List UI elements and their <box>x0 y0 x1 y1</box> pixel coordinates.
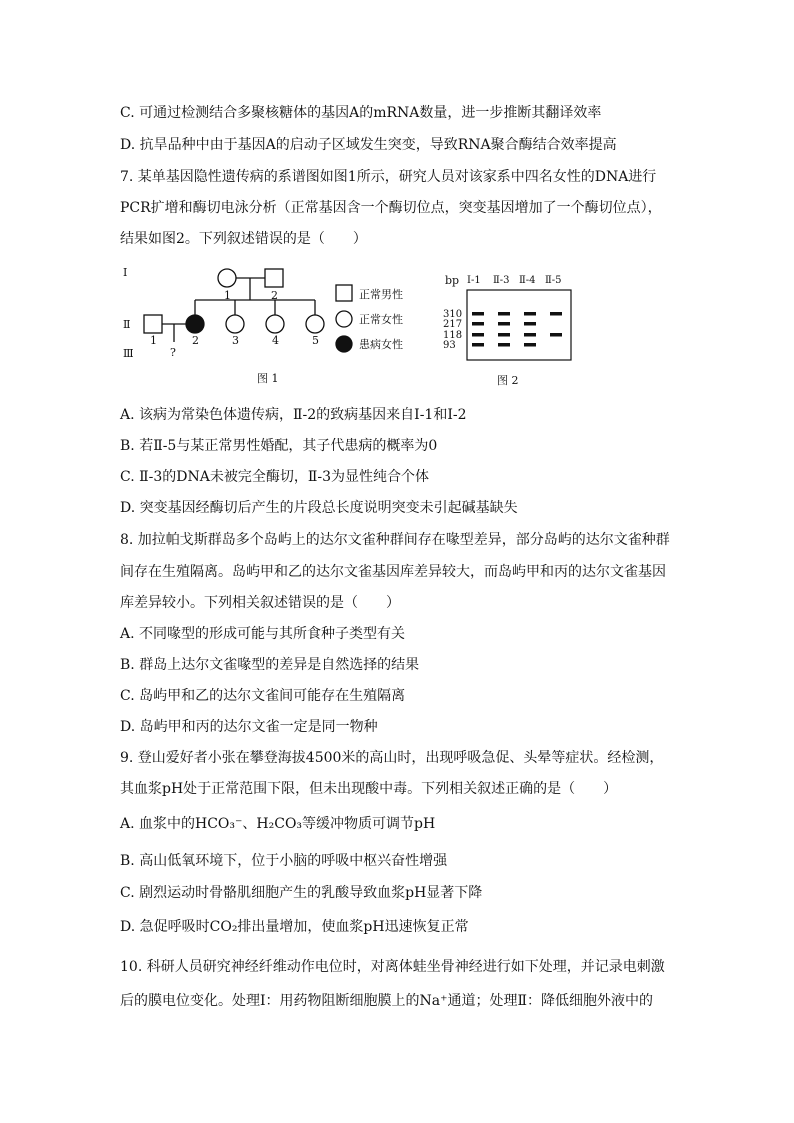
gen2-female-4 <box>266 315 284 333</box>
question-7-line2: PCR扩增和酶切电泳分析（正常基因含一个酶切位点，突变基因增加了一个酶切位点）， <box>120 200 662 216</box>
gen2-female-5 <box>306 315 324 333</box>
pedigree-figure <box>115 262 435 392</box>
q9-option-a: A. 血浆中的HCO₃⁻、H₂CO₃等缓冲物质可调节pH <box>120 816 436 832</box>
lane-label-I1: Ⅰ-1 <box>467 275 481 286</box>
legend-normal-female-icon <box>336 311 352 327</box>
band <box>524 343 536 347</box>
q7-option-d: D. 突变基因经酶切后产生的片段总长度说明突变未引起碱基缺失 <box>120 500 518 516</box>
gen-label-3: Ⅲ <box>123 347 134 360</box>
gel-bp-label: bp <box>445 274 460 287</box>
band <box>498 343 510 347</box>
size-118: 118 <box>443 330 463 341</box>
band <box>472 343 484 347</box>
num-II3: 3 <box>232 334 239 347</box>
gen3-unknown: ? <box>170 346 176 359</box>
q8-option-c: C. 岛屿甲和乙的达尔文雀间可能存在生殖隔离 <box>120 688 406 704</box>
num-II2: 2 <box>192 334 199 347</box>
gen-label-2: Ⅱ <box>123 318 131 331</box>
lane-label-II4: Ⅱ-4 <box>519 275 536 286</box>
band <box>472 333 484 337</box>
question-7-line3: 结果如图2。下列叙述错误的是（ ） <box>120 231 367 247</box>
lane-label-II5: Ⅱ-5 <box>545 275 562 286</box>
legend-normal-female-label: 正常女性 <box>359 313 403 326</box>
q9-option-c: C. 剧烈运动时骨骼肌细胞产生的乳酸导致血浆pH显著下降 <box>120 885 483 901</box>
band <box>524 322 536 326</box>
question-7-line1: 7. 某单基因隐性遗传病的系谱图如图1所示，研究人员对该家系中四名女性的DNA进行 <box>120 169 657 185</box>
q9-option-d: D. 急促呼吸时CO₂排出量增加，使血浆pH迅速恢复正常 <box>120 919 469 935</box>
q9-line1: 9. 登山爱好者小张在攀登海拔4500米的高山时，出现呼吸急促、头晕等症状。经检测， <box>120 750 664 766</box>
band <box>524 333 536 337</box>
band <box>498 322 510 326</box>
gel-figure <box>440 270 580 392</box>
band <box>550 333 562 337</box>
figure-1-caption: 图 1 <box>257 372 279 385</box>
num-I2: 2 <box>271 289 278 302</box>
legend-normal-male-icon <box>336 285 352 301</box>
band <box>472 322 484 326</box>
legend-normal-male-label: 正常男性 <box>359 288 403 301</box>
q7-option-c: C. Ⅱ-3的DNA未被完全酶切，Ⅱ-3为显性纯合个体 <box>120 469 430 485</box>
q8-option-b: B. 群岛上达尔文雀喙型的差异是自然选择的结果 <box>120 657 420 673</box>
legend-affected-female-icon <box>336 336 352 352</box>
q7-option-b: B. 若Ⅱ-5与某正常男性婚配，其子代患病的概率为0 <box>120 438 438 454</box>
legend-affected-female-label: 患病女性 <box>359 338 403 351</box>
gen-label-1: Ⅰ <box>123 266 128 279</box>
q10-line2: 后的膜电位变化。处理Ⅰ：用药物阻断细胞膜上的Na⁺通道；处理Ⅱ：降低细胞外液中的 <box>120 993 654 1009</box>
size-93: 93 <box>443 340 456 351</box>
band <box>472 312 484 316</box>
band <box>498 333 510 337</box>
size-310: 310 <box>443 309 463 320</box>
option-c-line: C. 可通过检测结合多聚核糖体的基因A的mRNA数量，进一步推断其翻译效率 <box>120 105 602 121</box>
num-II4: 4 <box>272 334 279 347</box>
q9-line2: 其血浆pH处于正常范围下限，但未出现酸中毒。下列相关叙述正确的是（ ） <box>120 781 618 797</box>
q7-option-a: A. 该病为常染色体遗传病，Ⅱ-2的致病基因来自Ⅰ-1和Ⅰ-2 <box>120 407 467 423</box>
gen2-female-3 <box>226 315 244 333</box>
num-I1: 1 <box>224 289 231 302</box>
q9-option-b: B. 高山低氧环境下，位于小脑的呼吸中枢兴奋性增强 <box>120 853 448 869</box>
q8-line2: 间存在生殖隔离。岛屿甲和乙的达尔文雀基因库差异较大，而岛屿甲和丙的达尔文雀基因 <box>120 564 666 580</box>
q8-option-d: D. 岛屿甲和丙的达尔文雀一定是同一物种 <box>120 719 378 735</box>
q8-line1: 8. 加拉帕戈斯群岛多个岛屿上的达尔文雀种群间存在喙型差异，部分岛屿的达尔文雀种群 <box>120 532 670 548</box>
band <box>498 312 510 316</box>
q10-line1: 10. 科研人员研究神经纤维动作电位时，对离体蛙坐骨神经进行如下处理，并记录电刺激 <box>120 959 665 975</box>
num-II5: 5 <box>312 334 319 347</box>
num-II1: 1 <box>150 334 157 347</box>
band <box>550 312 562 316</box>
gen1-male-2 <box>265 269 283 287</box>
size-217: 217 <box>443 319 463 330</box>
lane-label-II3: Ⅱ-3 <box>493 275 510 286</box>
gen2-affected-female-2 <box>186 315 204 333</box>
gen1-female-1 <box>218 269 236 287</box>
gen2-male-1 <box>144 315 162 333</box>
band <box>524 312 536 316</box>
q8-line3: 库差异较小。下列相关叙述错误的是（ ） <box>120 595 400 611</box>
q8-option-a: A. 不同喙型的形成可能与其所食种子类型有关 <box>120 626 406 642</box>
figure-2-caption: 图 2 <box>497 374 519 387</box>
option-d-line: D. 抗旱品种中由于基因A的启动子区域发生突变，导致RNA聚合酶结合效率提高 <box>120 137 617 153</box>
